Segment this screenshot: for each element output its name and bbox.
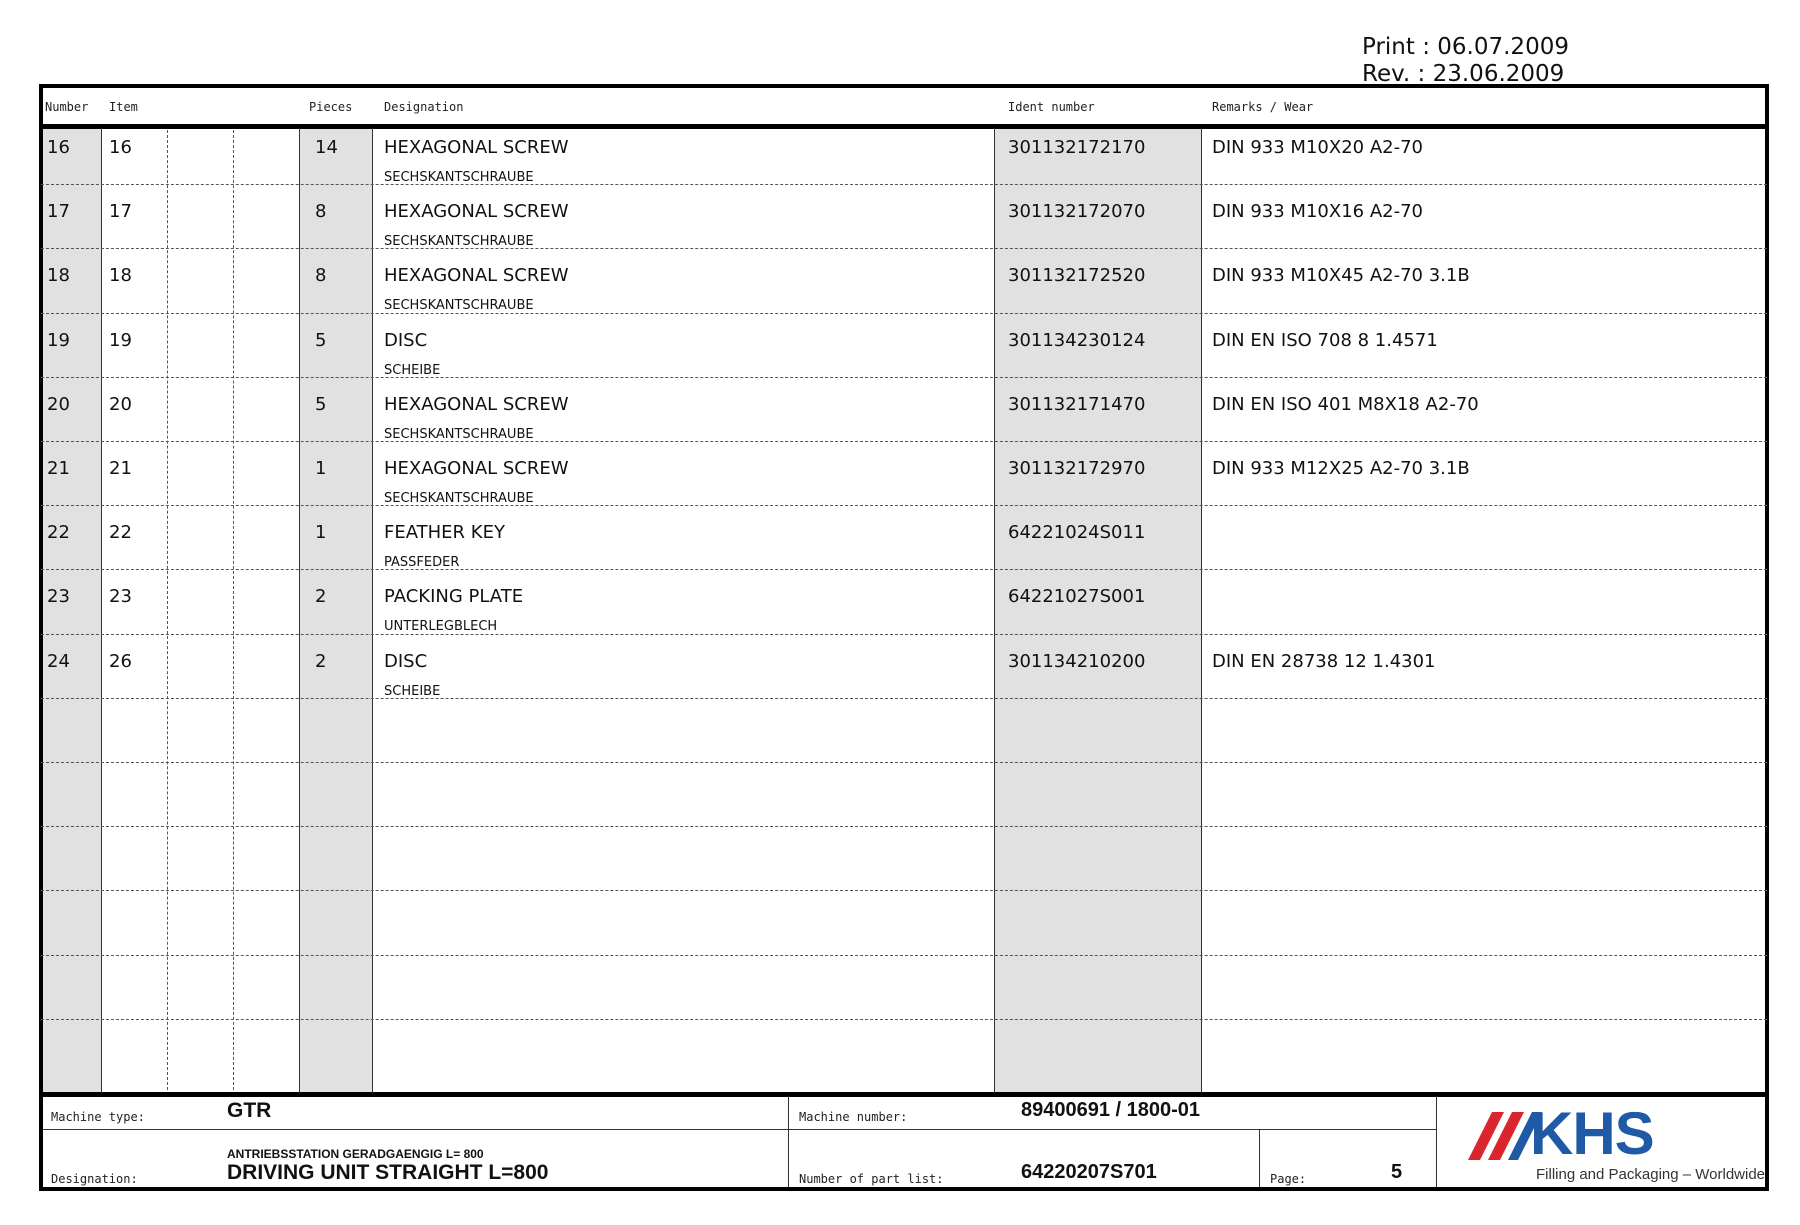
table-row <box>39 385 1765 449</box>
cell-designation-de: SECHSKANTSCHRAUBE <box>384 298 534 314</box>
cell-designation: HEXAGONAL SCREW <box>384 393 569 415</box>
cell-item: 16 <box>109 137 132 158</box>
cell-number: 23 <box>47 586 70 608</box>
cell-remarks: DIN 933 M10X45 A2-70 3.1B <box>1212 265 1470 287</box>
table-row <box>39 513 1765 577</box>
cell-item: 21 <box>109 458 132 479</box>
table-row <box>39 642 1765 706</box>
cell-designation-de: SCHEIBE <box>384 362 441 378</box>
tb-sep-logo <box>1436 1096 1437 1187</box>
cell-designation-de: SECHSKANTSCHRAUBE <box>384 234 534 250</box>
cell-item: 19 <box>109 329 132 351</box>
cell-ident: 301134210200 <box>1008 650 1146 672</box>
cell-item: 23 <box>109 586 132 608</box>
cell-remarks: DIN 933 M10X16 A2-70 <box>1212 201 1423 223</box>
cell-pieces: 14 <box>315 137 338 158</box>
cell-number: 17 <box>47 201 70 223</box>
cell-remarks: DIN 933 M10X20 A2-70 <box>1212 137 1423 158</box>
cell-item: 22 <box>109 522 132 544</box>
cell-designation-de: SECHSKANTSCHRAUBE <box>384 170 534 185</box>
cell-designation-de: SCHEIBE <box>384 683 441 699</box>
cell-pieces: 5 <box>315 329 327 351</box>
cell-number: 18 <box>47 265 70 287</box>
cell-designation: HEXAGONAL SCREW <box>384 201 569 223</box>
header-pieces: Pieces <box>309 100 353 114</box>
cell-ident: 301132172970 <box>1008 458 1146 479</box>
cell-ident: 301134230124 <box>1008 329 1146 351</box>
cell-item: 18 <box>109 265 132 287</box>
cell-designation: HEXAGONAL SCREW <box>384 458 569 479</box>
parts-list-sheet <box>39 84 1769 1191</box>
tb-row-sep <box>43 1129 1436 1130</box>
cell-designation: HEXAGONAL SCREW <box>384 265 569 287</box>
designation-en-value: DRIVING UNIT STRAIGHT L=800 <box>227 1161 549 1184</box>
cell-number: 22 <box>47 522 70 544</box>
cell-pieces: 5 <box>315 393 327 415</box>
cell-ident: 64221024S011 <box>1008 522 1146 544</box>
cell-ident: 301132171470 <box>1008 393 1146 415</box>
row-separator <box>41 955 1767 956</box>
table-row <box>39 321 1765 385</box>
cell-designation: DISC <box>384 329 428 351</box>
cell-designation: DISC <box>384 650 428 672</box>
cell-pieces: 1 <box>315 522 327 544</box>
cell-designation-de: UNTERLEGBLECH <box>384 619 498 635</box>
cell-number: 19 <box>47 329 70 351</box>
row-separator <box>41 762 1767 763</box>
machine-type-value: GTR <box>227 1099 272 1122</box>
header-remarks: Remarks / Wear <box>1212 100 1314 114</box>
tb-sep-page <box>1259 1129 1260 1187</box>
cell-remarks: DIN EN ISO 708 8 1.4571 <box>1212 329 1438 351</box>
page-value: 5 <box>1391 1161 1403 1183</box>
tb-sep-main <box>788 1096 789 1187</box>
cell-pieces: 8 <box>315 265 327 287</box>
cell-remarks: DIN EN 28738 12 1.4301 <box>1212 650 1436 672</box>
cell-ident: 64221027S001 <box>1008 586 1146 608</box>
cell-number: 16 <box>47 137 70 158</box>
table-row <box>39 192 1765 256</box>
cell-designation: HEXAGONAL SCREW <box>384 137 569 158</box>
table-row <box>39 128 1765 192</box>
table-row <box>39 577 1765 641</box>
machine-number-value: 89400691 / 1800-01 <box>1021 1099 1201 1121</box>
cell-designation-de: SECHSKANTSCHRAUBE <box>384 426 534 442</box>
part-list-label: Number of part list: <box>799 1172 944 1186</box>
cell-pieces: 1 <box>315 458 327 479</box>
print-date: Print : 06.07.2009 <box>1362 34 1569 60</box>
cell-item: 26 <box>109 650 132 672</box>
designation-label: Designation: <box>51 1172 138 1186</box>
khs-logo-tagline: Filling and Packaging – Worldwide <box>1536 1166 1766 1183</box>
cell-designation-de: PASSFEDER <box>384 555 460 571</box>
cell-pieces: 2 <box>315 586 327 608</box>
part-list-value: 64220207S701 <box>1021 1161 1157 1183</box>
machine-number-label: Machine number: <box>799 1110 908 1124</box>
cell-ident: 301132172520 <box>1008 265 1146 287</box>
cell-designation-de: SECHSKANTSCHRAUBE <box>384 491 534 506</box>
cell-item: 17 <box>109 201 132 223</box>
khs-logo-name: KHS <box>1530 1100 1654 1167</box>
table-row <box>39 256 1765 320</box>
cell-item: 20 <box>109 393 132 415</box>
cell-ident: 301132172070 <box>1008 201 1146 223</box>
cell-ident: 301132172170 <box>1008 137 1146 158</box>
cell-number: 21 <box>47 458 70 479</box>
header-item: Item <box>109 100 138 114</box>
table-row <box>39 449 1765 513</box>
header-number: Number <box>45 100 89 114</box>
cell-remarks: DIN EN ISO 401 M8X18 A2-70 <box>1212 393 1479 415</box>
revision-date: Rev. : 23.06.2009 <box>1362 61 1565 87</box>
cell-remarks: DIN 933 M12X25 A2-70 3.1B <box>1212 458 1470 479</box>
print-dates <box>1362 34 1569 88</box>
row-separator <box>41 826 1767 827</box>
cell-pieces: 2 <box>315 650 327 672</box>
header-designation: Designation <box>384 100 464 114</box>
row-separator <box>41 890 1767 891</box>
cell-designation: FEATHER KEY <box>384 522 505 544</box>
cell-number: 20 <box>47 393 70 415</box>
cell-number: 24 <box>47 650 70 672</box>
row-separator <box>41 1019 1767 1020</box>
cell-designation: PACKING PLATE <box>384 586 524 608</box>
page-label: Page: <box>1270 1172 1307 1186</box>
header-ident: Ident number <box>1008 100 1095 114</box>
cell-pieces: 8 <box>315 201 327 223</box>
designation-de-value: ANTRIEBSSTATION GERADGAENGIG L= 800 <box>227 1147 484 1161</box>
machine-type-label: Machine type: <box>51 1110 145 1124</box>
khs-logo <box>1464 1098 1766 1188</box>
